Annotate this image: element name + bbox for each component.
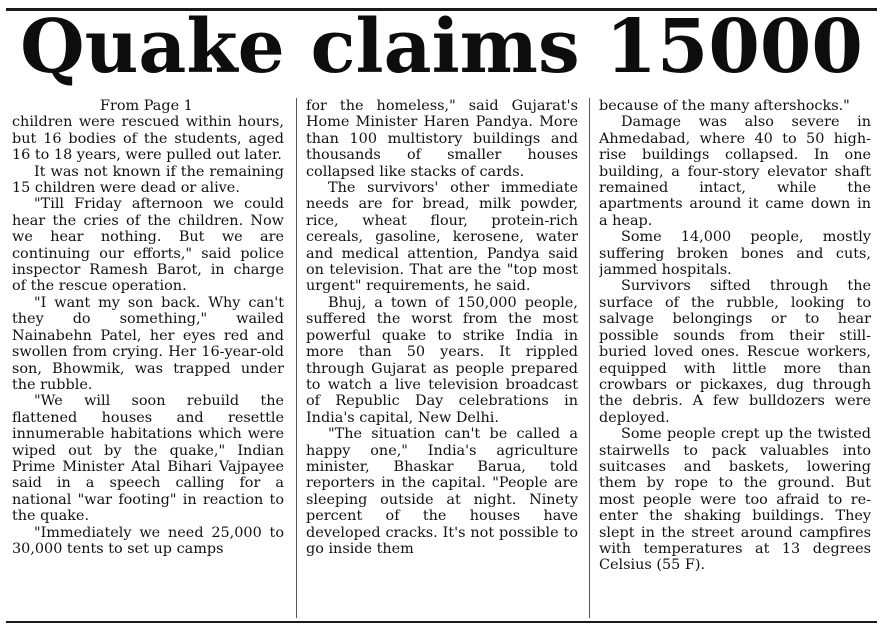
paragraph: Survivors sifted through the surface of the rubble, looking to salvage belongings or to hear possible sounds from their still-buried loved ones. Rescue workers, equipped with little more than crowbars or pickaxes, dug through the debris. A few bulldozers were deployed. <box>599 278 871 426</box>
headline: Quake claims 15000 <box>20 4 863 90</box>
paragraph: Some 14,000 people, mostly suffering broken bones and cuts, jammed hospitals. <box>599 229 871 279</box>
article-body <box>12 98 876 622</box>
paragraph: "We will soon rebuild the flattened houses and resettle innumerable habitations which were wiped out by the quake," Indian Prime Minister Atal Bihari Vajpayee said in a speech calling for a national "war footing" in reaction to the quake. <box>12 393 284 525</box>
paragraph: Damage was also severe in Ahmedabad, where 40 to 50 high-rise buildings collapsed. In one building, a four-story elevator shaft remained intact, while the apartments around it came down in a heap. <box>599 114 871 229</box>
paragraph: Bhuj, a town of 150,000 people, suffered the worst from the most powerful quake to strike India in more than 50 years. It rippled through Gujarat as people prepared to watch a live television broadcast of Republic Day celebrations in India's capital, New Delhi. <box>306 294 578 426</box>
paragraph: "I want my son back. Why can't they do something," wailed Nainabehn Patel, her eyes red and swollen from crying. Her 16-year-old son, Bhowmik, was trapped under the rubble. <box>12 294 284 393</box>
paragraph: It was not known if the remaining 15 children were dead or alive. <box>12 163 284 197</box>
article-column-3 <box>599 98 871 622</box>
paragraph: Some people crept up the twisted stairwells to pack valuables into suitcases and baskets, lowering them by rope to the ground. But most people were too afraid to re-enter the shaking buildings. They slept in the street around campfires with temperatures at 13 degrees Celsius (55 F). <box>599 426 871 574</box>
paragraph: children were rescued within hours, but 16 bodies of the students, aged 16 to 18 years, were pulled out later. <box>12 114 284 164</box>
jump-line: From Page 1 <box>100 98 193 114</box>
article-column-1 <box>12 98 284 622</box>
paragraph: "The situation can't be called a happy one," India's agriculture minister, Bhaskar Barua, told reporters in the capital. "People are sleeping outside at night. Ninety percent of the houses have developed cracks. It's not possible to go inside them <box>306 426 578 557</box>
paragraph: because of the many aftershocks." <box>599 98 850 114</box>
paragraph: "Till Friday afternoon we could hear the cries of the children. Now we hear nothing. But we are continuing our efforts," said police inspector Ramesh Barot, in charge of the rescue operation. <box>12 196 284 295</box>
paragraph: for the homeless," said Gujarat's Home Minister Haren Pandya. More than 100 multistory buildings and thousands of smaller houses collapsed like stacks of cards. <box>306 98 578 180</box>
article-column-2 <box>306 98 578 622</box>
paragraph: "Immediately we need 25,000 to 30,000 tents to set up camps <box>12 524 284 557</box>
paragraph: The survivors' other immediate needs are for bread, milk powder, rice, wheat flour, protein-rich cereals, gasoline, kerosene, water and medical attention, Pandya said on television. That are the "top most urgent" requirements, he said. <box>306 180 578 295</box>
